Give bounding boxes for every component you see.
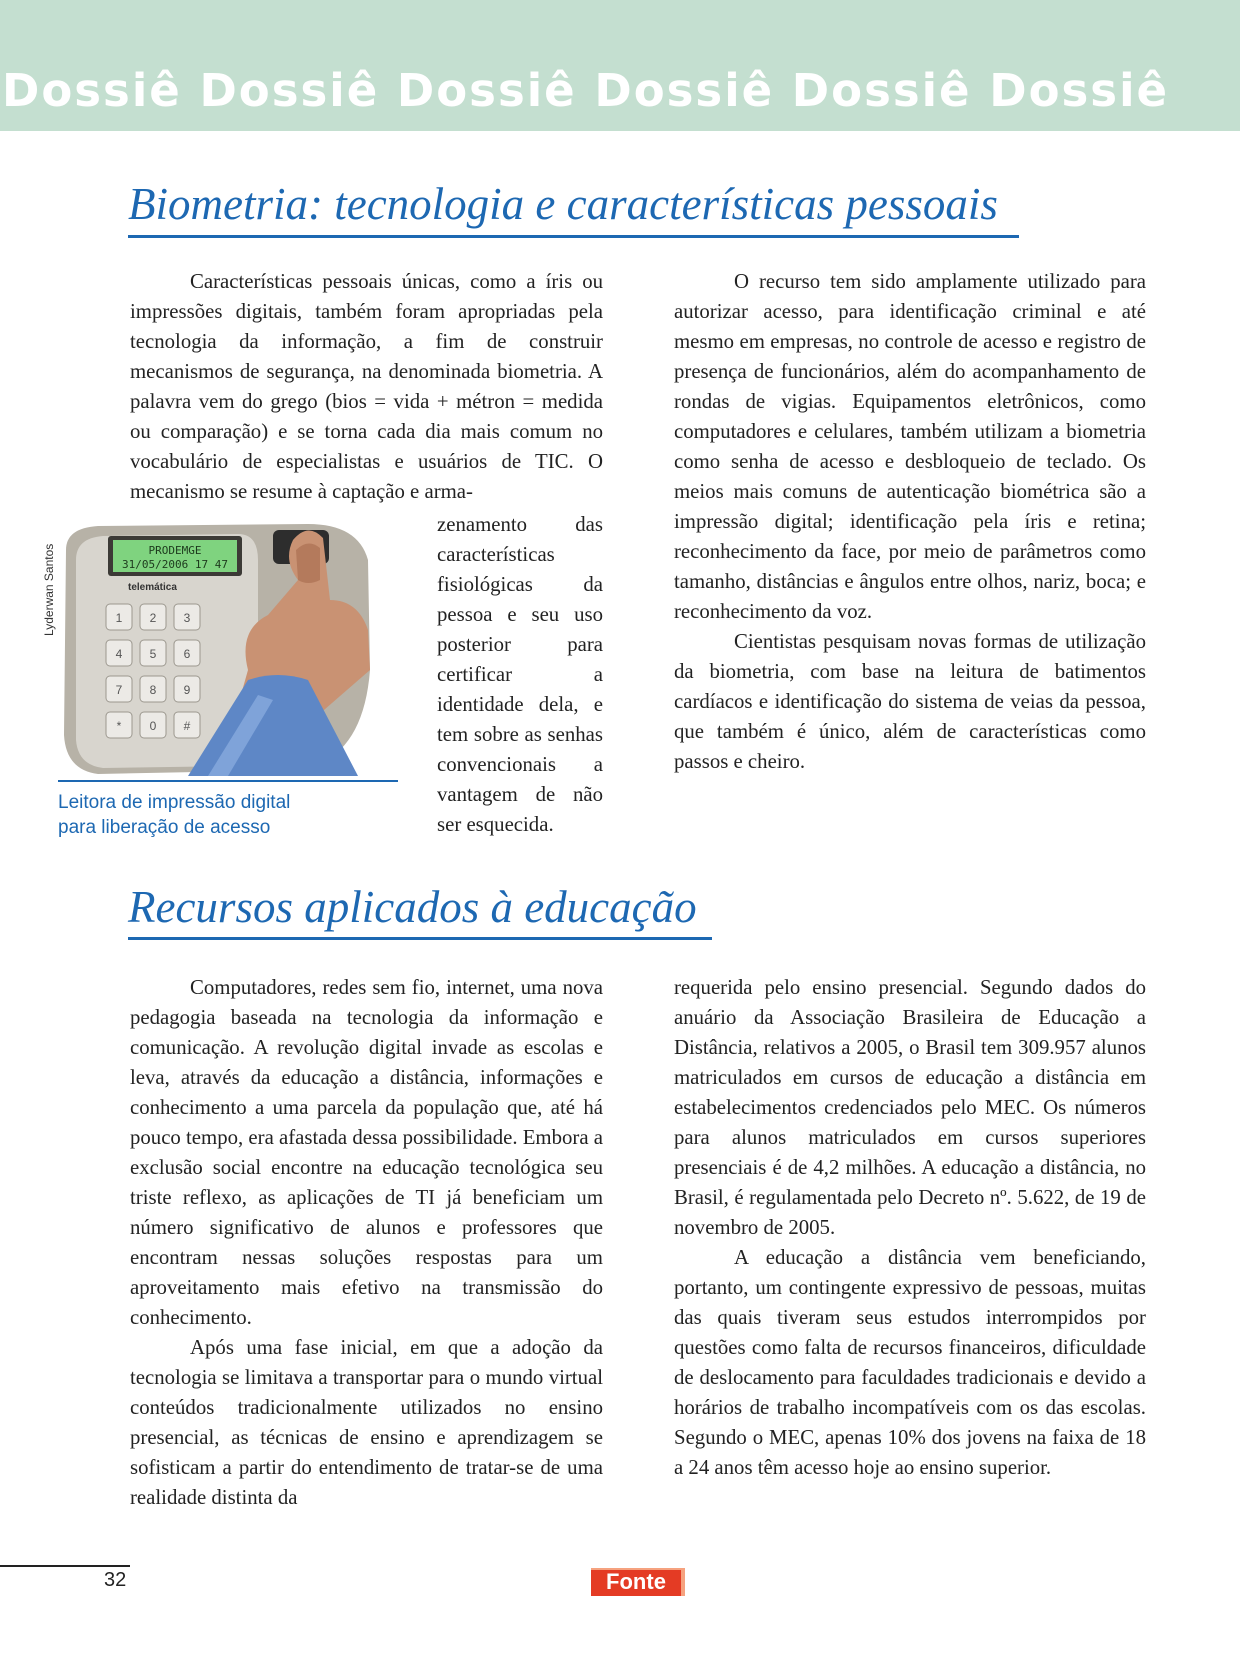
biometria-right-column [674,267,1146,777]
keypad-key-label: 2 [149,611,157,625]
paragraph: A educação a distância vem beneficiando, portanto, um contingente expressivo de pessoas, muitas das quais tiveram seus estudos interrompidos por questões como falta de recursos financeiros, dificuldade de deslocamento para faculdades tradicionais e devido a horários de trabalho incompatíveis com os das escolas. Segundo o MEC, apenas 10% dos jovens na faixa de 18 a 24 anos têm acesso hoje ao ensino superior. [674,1246,1146,1479]
keypad-key-label: 9 [183,683,191,697]
caption-line: Leitora de impressão digital [58,792,291,813]
paragraph: Cientistas pesquisam novas formas de utilização da biometria, com base na leitura de batimentos cardíacos e identificação do sistema de veias da pessoa, que também é único, além de características como passos e cheiro. [674,630,1146,773]
footer-rule [0,1565,130,1567]
fingerprint-reader-illustration [58,520,396,776]
section-title-educacao: Recursos aplicados à educação [128,882,697,932]
fingerprint-reader-photo [58,520,396,776]
paragraph: Computadores, redes sem fio, internet, uma nova pedagogia baseada na tecnologia da informação e comunicação. A revolução digital invade as escolas e leva, através da educação a distância, informações e conhecimento a uma parcela da população que, até há pouco tempo, era afastada dessa possibilidade. Embora a exclusão social encontre na educação tecnológica seu triste reflexo, as aplicações de TI já beneficiam um número significativo de alunos e professores que encontram nessas soluções respostas para um aproveitamento mais efetivo na transmissão do conhecimento. [130,976,603,1329]
paragraph: Características pessoais únicas, como a íris ou impressões digitais, também foram apropriadas pela tecnologia da informação, a fim de construir mecanismos de segurança, na denominada biometria. A palavra vem do grego (bios = vida + métron = medida ou comparação) e se torna cada dia mais comum no vocabulário de especialistas e usuários de TIC. O mecanismo se resume à captação e arma- [130,270,603,503]
caption-line: para liberação de acesso [58,817,271,838]
keypad-key-label: 7 [115,683,123,697]
educacao-right-column [674,973,1146,1483]
dossie-banner [0,0,1240,131]
paragraph: Após uma fase inicial, em que a adoção da tecnologia se limitava a transportar para o mundo virtual conteúdos tradicionalmente utilizados no ensino presencial, as técnicas de ensino e aprendizagem se sofisticam a partir do entendimento de tratar-se de uma realidade distinta da [130,1336,603,1509]
paragraph: requerida pelo ensino presencial. Segundo dados do anuário da Associação Brasileira de Educação a Distância, relativos a 2005, o Brasil tem 309.957 alunos matriculados em cursos de educação a distância em estabelecimentos credenciados pelo MEC. Os números para alunos matriculados em cursos superiores presenciais é de 4,2 milhões. A educação a distância, no Brasil, é regulamentada pelo Decreto nº. 5.622, de 19 de novembro de 2005. [674,976,1146,1239]
lcd-line-1: PRODEMGE [148,544,202,557]
photo-credit: Lyderwan Santos [42,543,56,636]
section-title-rule [128,937,712,940]
banner-text: Dossiê Dossiê Dossiê Dossiê Dossiê Dossiê [2,64,1170,117]
keypad-key-label: 5 [149,647,157,661]
keypad-key-label: 1 [115,611,123,625]
keypad-key-label: 4 [115,647,123,661]
fonte-logo: Fonte [591,1568,685,1596]
section-title-biometria: Biometria: tecnologia e características pessoais [128,179,998,229]
keypad-key-label: # [183,719,191,733]
keypad-key-label: 3 [183,611,191,625]
keypad-key-label: 0 [149,719,157,733]
section-title-rule [128,235,1019,238]
biometria-left-column [130,267,603,507]
photo-rule [58,780,398,782]
page-number: 32 [104,1569,127,1591]
educacao-left-column [130,973,603,1513]
keypad-key-label: * [116,719,122,733]
photo-caption [58,790,378,840]
keypad-key-label: 6 [183,647,191,661]
wrap-paragraph: zenamento das características fisiológicas da pessoa e seu uso posterior para certificar a identidade dela, e tem sobre as senhas convencionais a vantagem de não ser esquecida. [437,513,603,836]
lcd-line-2: 31/05/2006 17 47 [122,558,228,571]
keypad-key-label: 8 [149,683,157,697]
paragraph: O recurso tem sido amplamente utilizado para autorizar acesso, para identificação criminal e até mesmo em empresas, no controle de acesso e registro de presença de funcionários, além do acompanhamento de rondas de vigias. Equipamentos eletrônicos, como computadores e celulares, também utilizam a biometria como senha de acesso e desbloqueio de teclado. Os meios mais comuns de autenticação biométrica são a impressão digital; identificação pela íris e retina; reconhecimento da face, por meio de parâmetros como tamanho, distâncias e ângulos entre olhos, nariz, boca; e reconhecimento da voz. [674,270,1146,623]
device-brand-label: telemática [128,582,177,593]
